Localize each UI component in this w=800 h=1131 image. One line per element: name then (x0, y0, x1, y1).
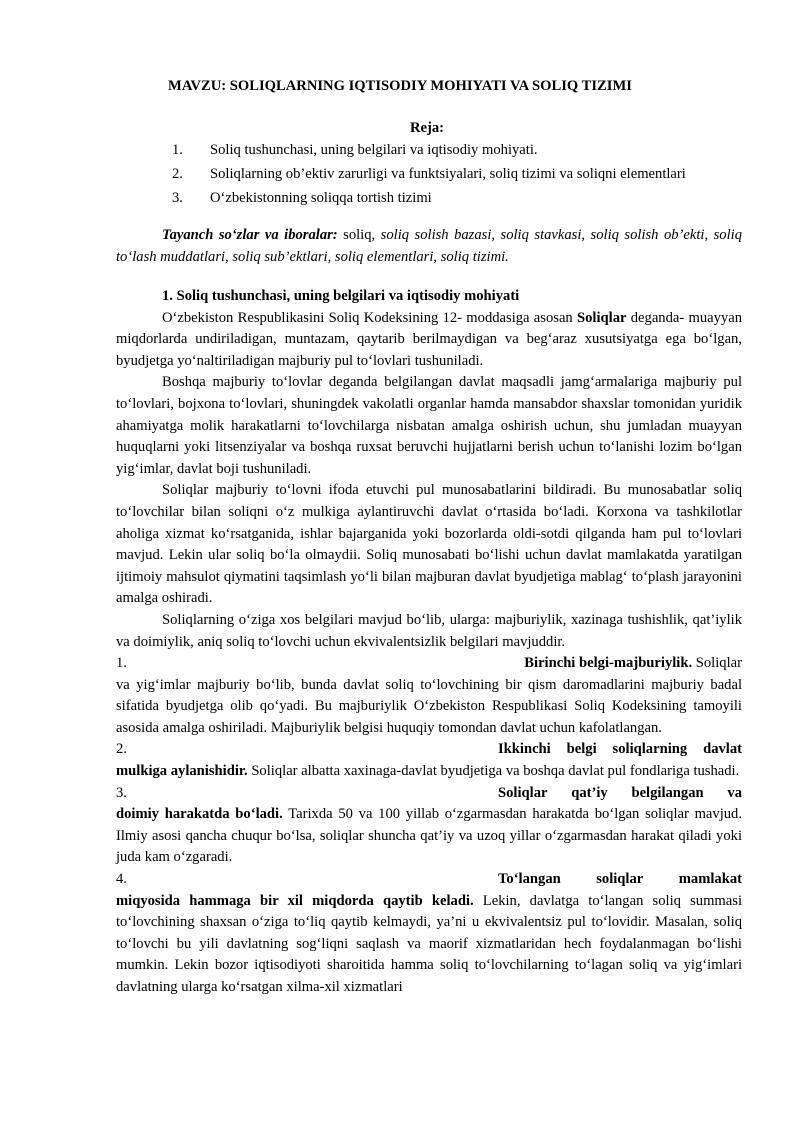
item-title-word: va (727, 784, 742, 801)
item-body-text: Tarixda 50 va 100 yillab o‘zgarmasdan harakatda bo‘lgan soliqlar mavjud. Ilmiy asosi qancha chuqur bo‘lsa, soliqlar shuncha qat’iy va uzoq yillar o‘zgarmasdan harakat qiladi yoki juda kam o‘zgaradi. (116, 806, 742, 866)
key-terms-list: soliq solish bazasi, soliq stavkasi, soliq solish ob’ekti, soliq to‘lash muddatlari, soliq sub’ektlari, soliq elementlari, soliq tizimi. (116, 227, 742, 265)
paragraph: Soliqlarning o‘ziga xos belgilari mavjud bo‘lib, ularga: majburiylik, xazinaga tushishlik, qat’iylik va doimiylik, aniq soliq to‘lovchi uchun ekvivalentsizlik belgilari mavjuddir. (116, 611, 742, 650)
plan-item-number: 3. (172, 190, 183, 206)
plan-item (0, 164, 800, 188)
item-title-cont: doimiy harakatda bo‘ladi. (116, 806, 283, 823)
item-title-word: davlat (703, 741, 742, 758)
plan-item-text: Soliqlarning ob’ektiv zarurligi va funktsiyalari, soliq tizimi va soliqni elementlari (210, 166, 686, 182)
paragraph: Soliqlar majburiy to‘lovni ifoda etuvchi pul munosabatlarini bildiradi. Bu munosabatlar soliq to‘lovchilar bilan soliqni o‘z mulkiga aylantiruvchi davlat o‘rtasida bo‘ladi. Korxona va tashkilotlar aholiga xizmat ko‘rsatganida, ishlar bajarganida yoki bozorlarda oldi-sotdi qilganda ham pul to‘lovlari mavjud. Lekin ular soliq bo‘la olmaydii. Soliq munosabati bo‘lishi uchun davlat mamlakatda yaratilgan ijtimoiy mahsulot qiymatini taqsimlash yo‘li bilan majburan davlat byudjetiga mablag‘ to‘plash jarayonini amalga oshiradi. (116, 482, 742, 607)
item-number: 4. (116, 871, 127, 888)
plan-item (0, 188, 800, 212)
item-body (116, 761, 742, 783)
item-title-word: qat’iy (571, 784, 608, 801)
item-title-word: soliqlarning (612, 741, 688, 758)
plan-item-text: Soliq tushunchasi, uning belgilari va iqtisodiy mohiyati. (210, 142, 538, 158)
plan-list (0, 140, 800, 212)
item-title-word: belgi (566, 741, 597, 758)
plan-heading: Reja: (409, 120, 445, 136)
item-number: 2. (116, 741, 127, 758)
plan-item-number: 2. (172, 166, 183, 182)
plan-item-number: 1. (172, 142, 183, 158)
item-title-word: To‘langan (498, 871, 561, 888)
numbered-item-header (116, 869, 742, 891)
numbered-item-header (116, 653, 742, 675)
paragraph-bold-term: Soliqlar (577, 309, 627, 326)
key-terms-first: soliq, (337, 227, 376, 243)
item-title (498, 739, 742, 761)
item-title-word: belgilangan (631, 784, 704, 801)
item-title-word: Ikkinchi (498, 741, 551, 758)
item-title-cont: miqyosida hammaga bir xil miqdorda qaytib keladi. (116, 892, 474, 909)
item-title-cont: mulkiga aylanishidir. (116, 763, 248, 780)
section-heading: 1. Soliq tushunchasi, uning belgilari va iqtisodiy mohiyati (162, 288, 520, 304)
plan-item (0, 140, 800, 164)
plan-item-text: O‘zbekistonning soliqqa tortish tizimi (210, 190, 432, 206)
item-body: va yig‘imlar majburiy bo‘lib, bunda davlat soliq to‘lovchining bir qism daromadlarini majburiy badal sifatida byudjetga olib qo‘yadi. Bu majburiylik O‘zbekiston Respublikasi Soliq Kodeksining tamoyili asosida amalga oshiriladi. Majburiylik belgisi huquqiy tomondan davlat uchun kafolatlangan. (116, 676, 742, 736)
page-title: MAVZU: SOLIQLARNING IQTISODIY MOHIYATI VA SOLIQ TIZIMI (168, 78, 632, 94)
key-terms-label: Tayanch so‘zlar va iboralar: (162, 227, 338, 243)
item-title-word: mamlakat (678, 871, 742, 888)
item-body (116, 804, 742, 869)
numbered-item-header (116, 739, 742, 761)
numbered-item-header (116, 783, 742, 805)
item-body (116, 891, 742, 999)
key-terms-paragraph (116, 225, 742, 268)
item-title-word: Soliqlar (498, 784, 548, 801)
paragraph (116, 308, 742, 373)
item-body-text: Soliqlar albatta xaxinaga-davlat byudjetiga va boshqa davlat pul fondlariga tushadi. (247, 763, 740, 780)
item-body-text: Lekin, davlatga to‘langan soliq summasi to‘lovchining shaxsan o‘ziga to‘liq qaytib kelmaydi, ya’ni u ekvivalentsiz pul to‘lovidir. Masalan, soliq to‘lovchi bu yili davlatning sog‘liqni saqlash va maorif xizmatlaridan hech foydalanmagan bo‘lishi mumkin. Lekin bozor iqtisodiyoti sharoitida hamma soliq to‘lovchilarning to‘lagan soliq va yig‘imlari davlatning ularga ko‘rsatgan xilma-xil xizmatlari (116, 892, 742, 995)
item-title-tail: Soliqlar (692, 655, 742, 672)
paragraph: Boshqa majburiy to‘lovlar deganda belgilangan davlat maqsadli jamg‘armalariga majburiy pul to‘lovlari, bojxona to‘lovlari, shuningdek vakolatli organlar hamda mansabdor shaxslar tomonidan yuridik ahamiyatga molik harakatlarni to‘lovchilarga nisbatan amalga oshirish uchun, shu jumladan muayyan huquqlarni yoki litsenziyalar va boshqa ruxsat beruvchi hujjatlarni berish uchun to‘lanishi lozim bo‘lgan yig‘imlar, davlat boji tushuniladi. (116, 374, 742, 477)
item-title (498, 869, 742, 891)
paragraph-text: deganda- muayyan miqdorlarda undiriladigan, muntazam, qaytarib berilmaydigan va beg‘araz xusutsiyatga ega bo‘lgan, byudjetga yo‘naltiriladigan majburiy pul to‘lovlari tushuniladi. (116, 309, 742, 369)
item-title (498, 783, 742, 805)
section-body (116, 286, 742, 999)
item-title: Birinchi belgi-majburiylik. (524, 655, 693, 672)
paragraph-text: O‘zbekiston Respublikasini Soliq Kodeksining 12- moddasiga asosan (162, 309, 577, 326)
item-number: 1. (116, 655, 127, 672)
item-number: 3. (116, 784, 127, 801)
item-title-word: soliqlar (596, 871, 644, 888)
